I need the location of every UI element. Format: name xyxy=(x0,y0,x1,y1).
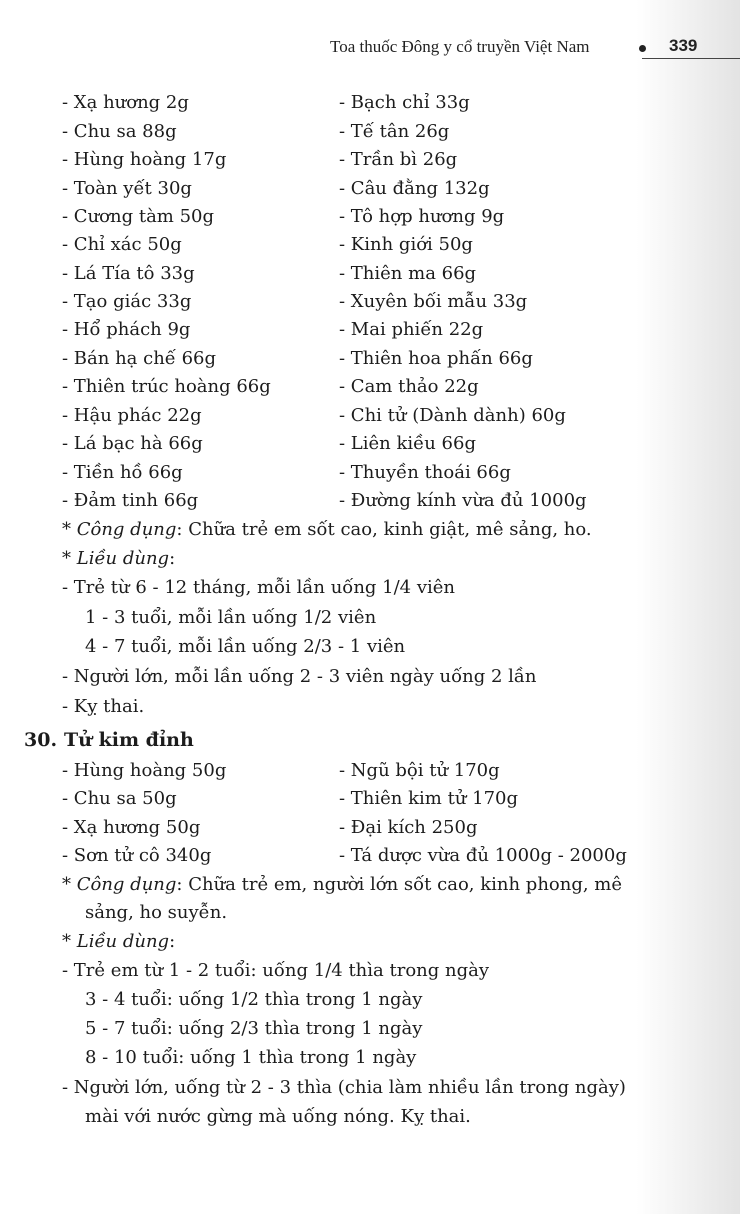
section-heading xyxy=(24,726,194,755)
usage-text: : Chữa trẻ em, người lớn sốt cao, kinh phong, mê xyxy=(176,874,623,895)
ingredient-left: - Hậu phác 22g xyxy=(62,405,202,426)
section-number: 30. xyxy=(24,729,58,751)
ingredient-left: - Hùng hoàng 17g xyxy=(62,149,227,170)
ingredient-right: - Đường kính vừa đủ 1000g xyxy=(339,490,587,511)
ingredient-right: - Thuyền thoái 66g xyxy=(339,462,511,483)
ingredient-right: - Tá dược vừa đủ 1000g - 2000g xyxy=(339,845,627,866)
star-marker: * xyxy=(62,519,71,540)
ingredient-row xyxy=(0,756,740,785)
section-title: Tử kim đỉnh xyxy=(64,729,194,751)
bullet-dot-icon xyxy=(639,45,646,52)
dosage-colon: : xyxy=(169,931,176,952)
ingredient-left: - Thiên trúc hoàng 66g xyxy=(62,376,271,397)
usage-line xyxy=(62,515,592,544)
ingredient-right: - Thiên kim tử 170g xyxy=(339,788,519,809)
usage-line-continued: sảng, ho suyễn. xyxy=(85,902,228,923)
ingredient-row xyxy=(0,287,740,316)
star-marker: * xyxy=(62,931,71,952)
header-rule xyxy=(642,58,740,59)
dosage-line: - Trẻ em từ 1 - 2 tuổi: uống 1/4 thìa trong ngày xyxy=(62,960,490,981)
dosage-line: 1 - 3 tuổi, mỗi lần uống 1/2 viên xyxy=(85,607,377,628)
ingredient-row xyxy=(0,813,740,842)
ingredient-left: - Chu sa 50g xyxy=(62,788,177,809)
ingredient-left: - Bán hạ chế 66g xyxy=(62,348,217,369)
usage-line xyxy=(62,870,622,899)
ingredient-right: - Xuyên bối mẫu 33g xyxy=(339,291,528,312)
ingredient-right: - Đại kích 250g xyxy=(339,817,478,838)
ingredient-right: - Thiên ma 66g xyxy=(339,263,477,284)
ingredient-right: - Kinh giới 50g xyxy=(339,234,473,255)
dosage-line: - Người lớn, mỗi lần uống 2 - 3 viên ngày uống 2 lần xyxy=(62,666,537,687)
ingredient-right: - Liên kiều 66g xyxy=(339,433,476,454)
ingredient-left: - Chỉ xác 50g xyxy=(62,234,182,255)
star-marker: * xyxy=(62,548,71,569)
ingredient-right: - Thiên hoa phấn 66g xyxy=(339,348,533,369)
page-header xyxy=(0,34,740,64)
dosage-line: 5 - 7 tuổi: uống 2/3 thìa trong 1 ngày xyxy=(85,1018,423,1039)
ingredient-row xyxy=(0,784,740,813)
ingredient-row xyxy=(0,372,740,401)
ingredient-right: - Bạch chỉ 33g xyxy=(339,92,470,113)
ingredient-row xyxy=(0,88,740,117)
running-title: Toa thuốc Đông y cổ truyền Việt Nam xyxy=(330,37,590,56)
ingredient-left: - Đảm tinh 66g xyxy=(62,490,199,511)
ingredient-left: - Tiền hồ 66g xyxy=(62,462,183,483)
ingredient-left: - Xạ hương 50g xyxy=(62,817,201,838)
ingredient-row xyxy=(0,344,740,373)
dosage-line: - Người lớn, uống từ 2 - 3 thìa (chia làm nhiều lần trong ngày) xyxy=(62,1077,626,1098)
ingredient-right: - Câu đằng 132g xyxy=(339,178,490,199)
ingredient-right: - Chi tử (Dành dành) 60g xyxy=(339,405,566,426)
dosage-label: Liều dùng xyxy=(76,548,170,569)
dosage-line: - Kỵ thai. xyxy=(62,696,145,717)
ingredient-left: - Lá Tía tô 33g xyxy=(62,263,195,284)
ingredient-row xyxy=(0,117,740,146)
ingredient-left: - Chu sa 88g xyxy=(62,121,177,142)
dosage-label: Liều dùng xyxy=(76,931,170,952)
ingredient-left: - Lá bạc hà 66g xyxy=(62,433,203,454)
dosage-colon: : xyxy=(169,548,176,569)
ingredient-row xyxy=(0,145,740,174)
ingredient-row xyxy=(0,429,740,458)
ingredient-left: - Hùng hoàng 50g xyxy=(62,760,227,781)
dosage-heading xyxy=(62,544,175,573)
ingredient-left: - Xạ hương 2g xyxy=(62,92,189,113)
ingredient-row xyxy=(0,174,740,203)
ingredient-row xyxy=(0,486,740,515)
usage-label: Công dụng xyxy=(76,874,177,895)
ingredient-row xyxy=(0,202,740,231)
ingredient-left: - Sơn tử cô 340g xyxy=(62,845,212,866)
ingredient-left: - Cương tàm 50g xyxy=(62,206,215,227)
ingredient-left: - Hổ phách 9g xyxy=(62,319,191,340)
dosage-line: - Trẻ từ 6 - 12 tháng, mỗi lần uống 1/4 viên xyxy=(62,577,456,598)
dosage-heading xyxy=(62,927,175,956)
ingredient-left: - Tạo giác 33g xyxy=(62,291,192,312)
dosage-line: 4 - 7 tuổi, mỗi lần uống 2/3 - 1 viên xyxy=(85,636,406,657)
dosage-line: 8 - 10 tuổi: uống 1 thìa trong 1 ngày xyxy=(85,1047,417,1068)
ingredient-row xyxy=(0,259,740,288)
ingredient-row xyxy=(0,841,740,870)
ingredient-right: - Trần bì 26g xyxy=(339,149,458,170)
dosage-line: 3 - 4 tuổi: uống 1/2 thìa trong 1 ngày xyxy=(85,989,423,1010)
dosage-line: mài với nước gừng mà uống nóng. Kỵ thai. xyxy=(85,1106,471,1127)
ingredient-row xyxy=(0,315,740,344)
ingredient-row xyxy=(0,401,740,430)
ingredient-row xyxy=(0,458,740,487)
ingredient-left: - Toàn yết 30g xyxy=(62,178,192,199)
ingredient-right: - Ngũ bội tử 170g xyxy=(339,760,500,781)
ingredient-right: - Cam thảo 22g xyxy=(339,376,479,397)
ingredient-right: - Tế tân 26g xyxy=(339,121,450,142)
page-number: 339 xyxy=(669,36,698,55)
star-marker: * xyxy=(62,874,71,895)
ingredient-right: - Mai phiến 22g xyxy=(339,319,484,340)
ingredient-right: - Tô hợp hương 9g xyxy=(339,206,505,227)
usage-text: : Chữa trẻ em sốt cao, kinh giật, mê sảng, ho. xyxy=(176,519,592,540)
ingredient-row xyxy=(0,230,740,259)
usage-label: Công dụng xyxy=(76,519,177,540)
